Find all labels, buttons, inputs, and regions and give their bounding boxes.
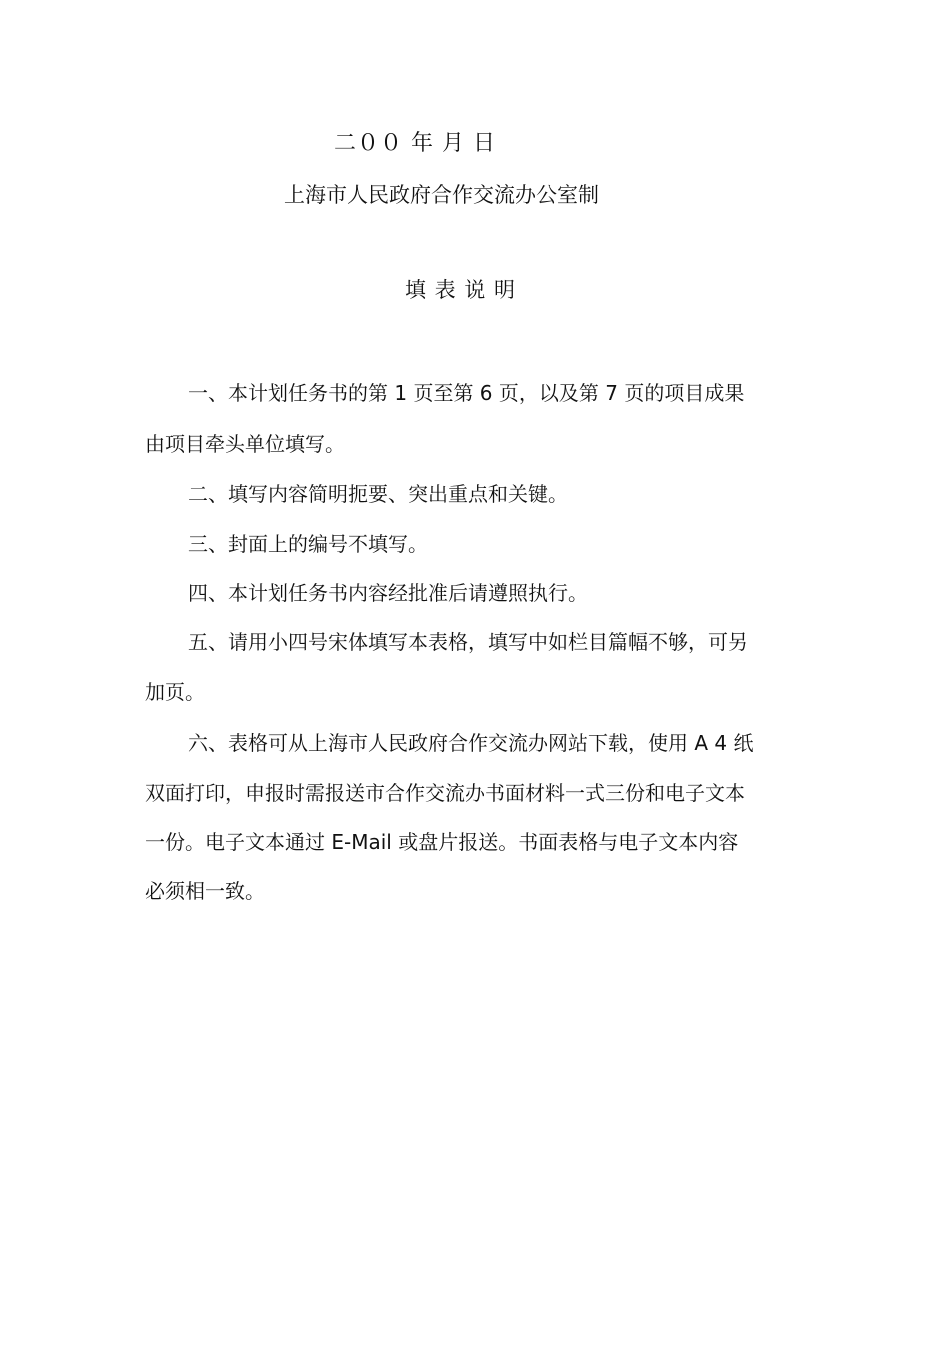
date-line: 二００ 年 月 日 — [334, 131, 496, 156]
instruction-line-3: 二、填写内容简明扼要、突出重点和关键。 — [188, 482, 568, 506]
instruction-line-5: 四、本计划任务书内容经批准后请遵照执行。 — [188, 581, 588, 605]
instruction-line-9: 双面打印，申报时需报送市合作交流办书面材料一式三份和电子文本 — [145, 781, 745, 805]
instructions-title: 填 表 说 明 — [405, 278, 517, 302]
instruction-line-8: 六、表格可从上海市人民政府合作交流办网站下载，使用 A 4 纸 — [188, 731, 754, 755]
instruction-line-4: 三、封面上的编号不填写。 — [188, 532, 428, 556]
instruction-line-7: 加页。 — [145, 680, 205, 704]
instruction-line-1: 一、本计划任务书的第 1 页至第 6 页，以及第 7 页的项目成果 — [188, 381, 745, 405]
instruction-line-11: 必须相一致。 — [145, 879, 265, 903]
instruction-line-6: 五、请用小四号宋体填写本表格，填写中如栏目篇幅不够，可另 — [188, 630, 748, 654]
issuer-line: 上海市人民政府合作交流办公室制 — [284, 183, 599, 207]
instruction-line-2: 由项目牵头单位填写。 — [145, 432, 345, 456]
instruction-line-10: 一份。电子文本通过 E-Mail 或盘片报送。书面表格与电子文本内容 — [145, 830, 739, 854]
